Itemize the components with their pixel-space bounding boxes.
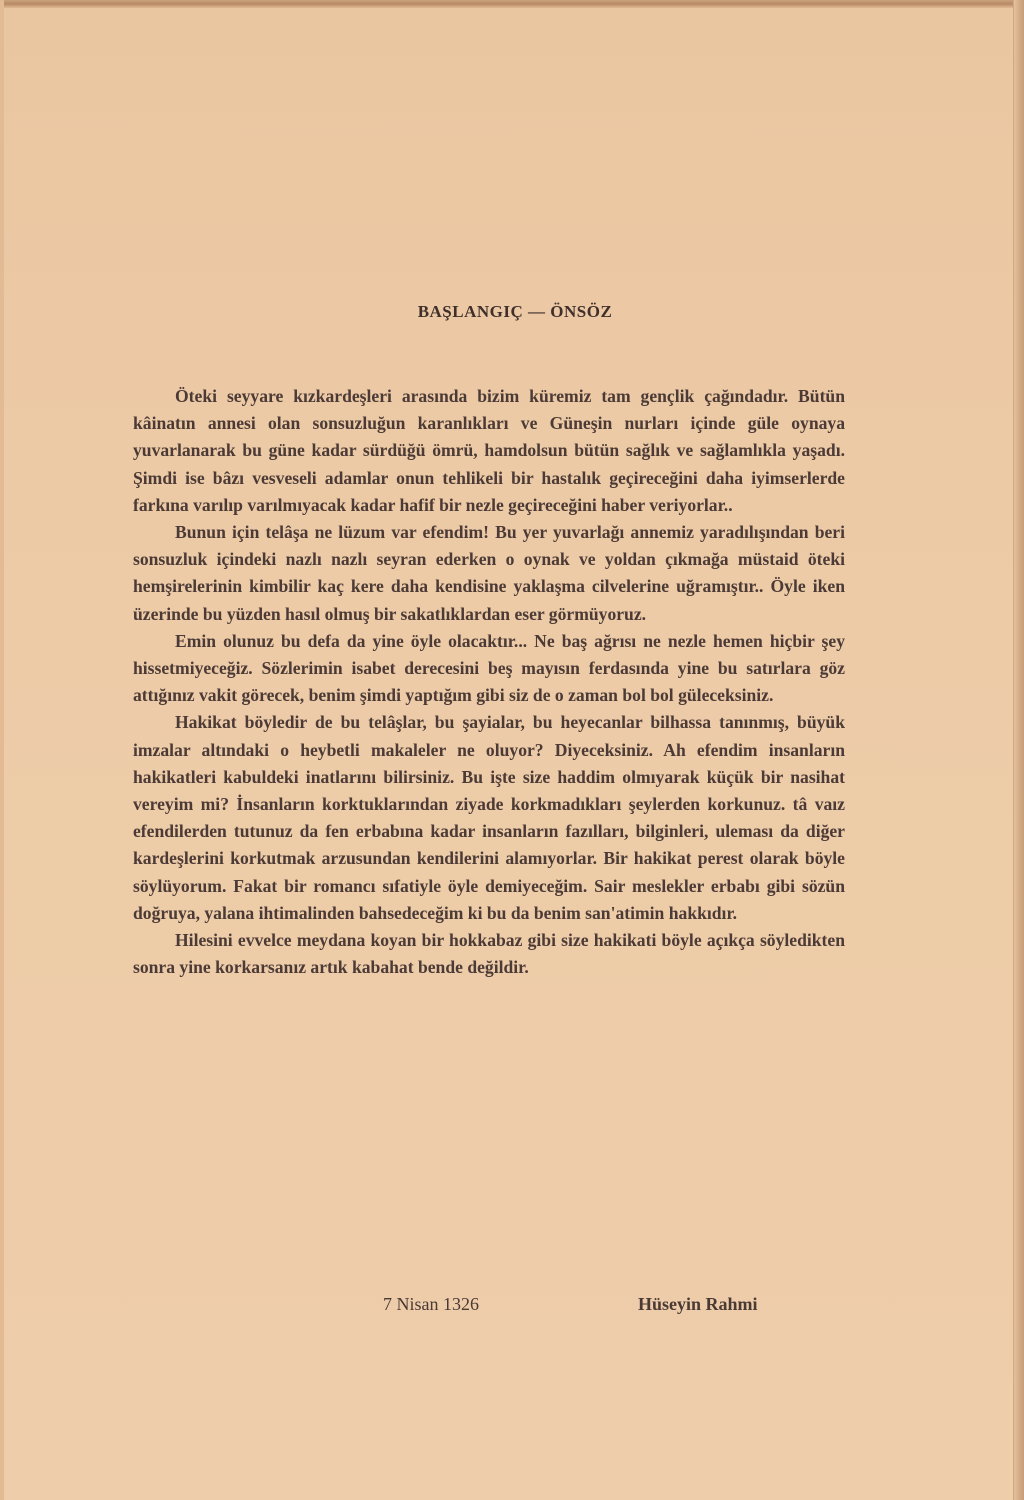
paragraph-2: Bunun için telâşa ne lüzum var efendim! Bu yer yuvarlağı annemiz yaradılışından beri sonsuzluk içindeki nazlı nazlı seyran ederken o oynak ve yoldan çıkmağa müstaid öteki hemşirelerinin kimbilir kaç kere daha kendisine yaklaşma cilvelerine uğramıştır.. Öyle iken üzerinde bu yüzden hasıl olmuş bir sakatlıklardan eser görmüyoruz.	[133, 522, 845, 624]
page-top-edge	[0, 0, 1024, 8]
paragraph-5: Hilesini evvelce meydana koyan bir hokkabaz gibi size hakikati böyle açıkça söyledikten sonra yine korkarsanız artık kabahat bende değildir.	[133, 930, 845, 978]
chapter-title: BAŞLANGIÇ — ÖNSÖZ	[417, 302, 613, 321]
signature-row	[133, 1294, 845, 1322]
date: 7 Nisan 1326	[383, 1294, 479, 1314]
paragraph-4: Hakikat böyledir de bu telâşlar, bu şayialar, bu heyecanlar bilhassa tanınmış, büyük imzalar altındaki o heybetli makaleler ne oluyor? Diyeceksiniz. Ah efendim insanların hakikatleri kabuldeki inatlarını bilirsiniz. Bu işte size haddim olmıyarak küçük bir nasihat vereyim mi? İnsanların korktuklarından ziyade korkmadıkları şeylerden korkunuz. tâ vaız efendilerden tutunuz da fen erbabına kadar insanların fazılları, bilginleri, uleması da diğer kardeşlerini korkutmak arzusundan kendilerini alamıyorlar. Bir hakikat perest olarak böyle söylüyorum. Fakat bir romancı sıfatiyle öyle demiyeceğim. Sair meslekler erbabı gibi sözün doğruya, yalana ihtimalinden bahsedeceğim ki bu da benim san'atimin hakkıdır.	[133, 712, 845, 923]
preface-body	[133, 383, 845, 981]
paragraph-1: Öteki seyyare kızkardeşleri arasında bizim küremiz tam gençlik çağındadır. Bütün kâinatın annesi olan sonsuzluğun karanlıkları ve Güneşin nurları içinde güle oynaya yuvarlanarak bu güne kadar sürdüğü ömrü, hamdolsun bütün sağlık ve sağlamlıkla yaşadı. Şimdi ise bâzı vesveseli adamlar onun tehlikeli bir hastalık geçireceğini daha iyimserlerde farkına varılıp varılmıyacak kadar hafif bir nezle geçireceğini haber veriyorlar..	[133, 386, 845, 515]
author-name: Hüseyin Rahmi	[638, 1294, 758, 1314]
page-left-edge	[0, 0, 4, 1500]
paragraph-3: Emin olunuz bu defa da yine öyle olacaktır... Ne baş ağrısı ne nezle hemen hiçbir şey hissetmiyeceğiz. Sözlerimin isabet derecesini beş mayısın ferdasında yine bu satırlara göz attığınız vakit görecek, benim şimdi yaptığım gibi siz de o zaman bol bol güleceksiniz.	[133, 630, 845, 706]
page-right-edge	[1013, 0, 1024, 1500]
